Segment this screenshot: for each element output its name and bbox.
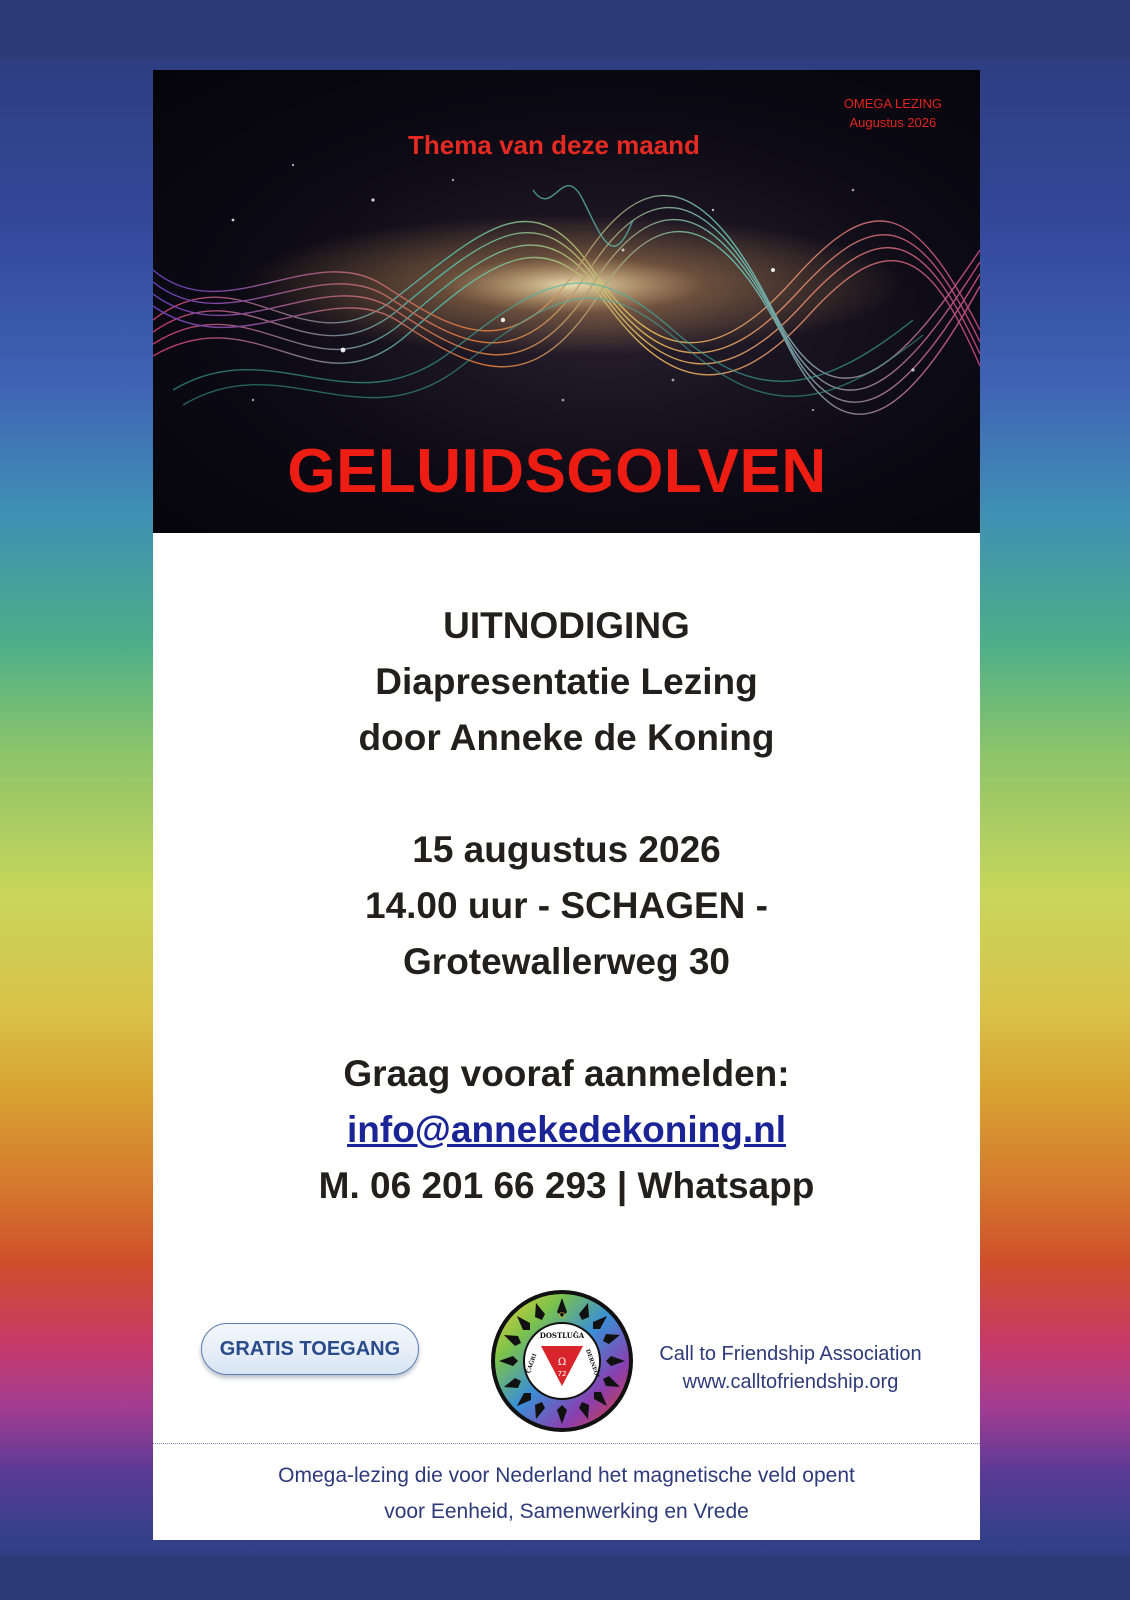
speaker-line: door Anneke de Koning — [358, 717, 775, 758]
email-link[interactable]: info@annekedekoning.nl — [347, 1109, 786, 1150]
call-to-friendship-logo — [489, 1288, 635, 1434]
svg-text:DOSTLUĞA: DOSTLUĞA — [539, 1331, 585, 1340]
footer-line-1: Omega-lezing die voor Nederland het magnetische veld opent — [278, 1464, 855, 1487]
invitation-block — [153, 598, 980, 1214]
svg-text:Ω: Ω — [557, 1357, 567, 1368]
register-label: Graag vooraf aanmelden: — [343, 1053, 790, 1094]
lecture-tag — [844, 94, 942, 132]
banner-image — [153, 70, 980, 533]
phone-line: M. 06 201 66 293 | Whatsapp — [318, 1165, 815, 1206]
association-name: Call to Friendship Association — [659, 1343, 922, 1365]
footer-text — [153, 1458, 980, 1530]
spacer — [153, 766, 980, 822]
event-date: 15 augustus 2026 — [412, 829, 721, 870]
event-time-place: 14.00 uur - SCHAGEN - — [365, 885, 768, 926]
free-entry-button[interactable]: GRATIS TOEGANG — [201, 1323, 419, 1375]
association-info — [633, 1340, 948, 1396]
event-address: Grotewallerweg 30 — [403, 941, 730, 982]
poster — [153, 70, 980, 1540]
svg-text:Ω: Ω — [558, 1311, 566, 1320]
theme-heading: Thema van deze maand — [408, 130, 700, 160]
footer-divider — [153, 1443, 980, 1444]
footer-line-2: voor Eenheid, Samenwerking en Vrede — [384, 1500, 749, 1523]
spacer — [153, 990, 980, 1046]
lecture-tag-month: Augustus 2026 — [849, 115, 937, 130]
lecture-tag-title: OMEGA LEZING — [843, 96, 942, 111]
topic-title: GELUIDSGOLVEN — [287, 437, 827, 506]
rainbow-frame-bottom — [0, 1555, 1130, 1600]
svg-text:DERNEĞI: DERNEĞI — [583, 1348, 600, 1379]
invitation-subtitle: Diapresentatie Lezing — [375, 661, 758, 702]
invitation-title: UITNODIGING — [443, 605, 690, 646]
association-url[interactable]: www.calltofriendship.org — [682, 1371, 899, 1393]
svg-text:72: 72 — [557, 1370, 567, 1378]
rainbow-frame-top — [0, 0, 1130, 60]
svg-text:ÇAĞRI: ÇAĞRI — [525, 1353, 539, 1375]
